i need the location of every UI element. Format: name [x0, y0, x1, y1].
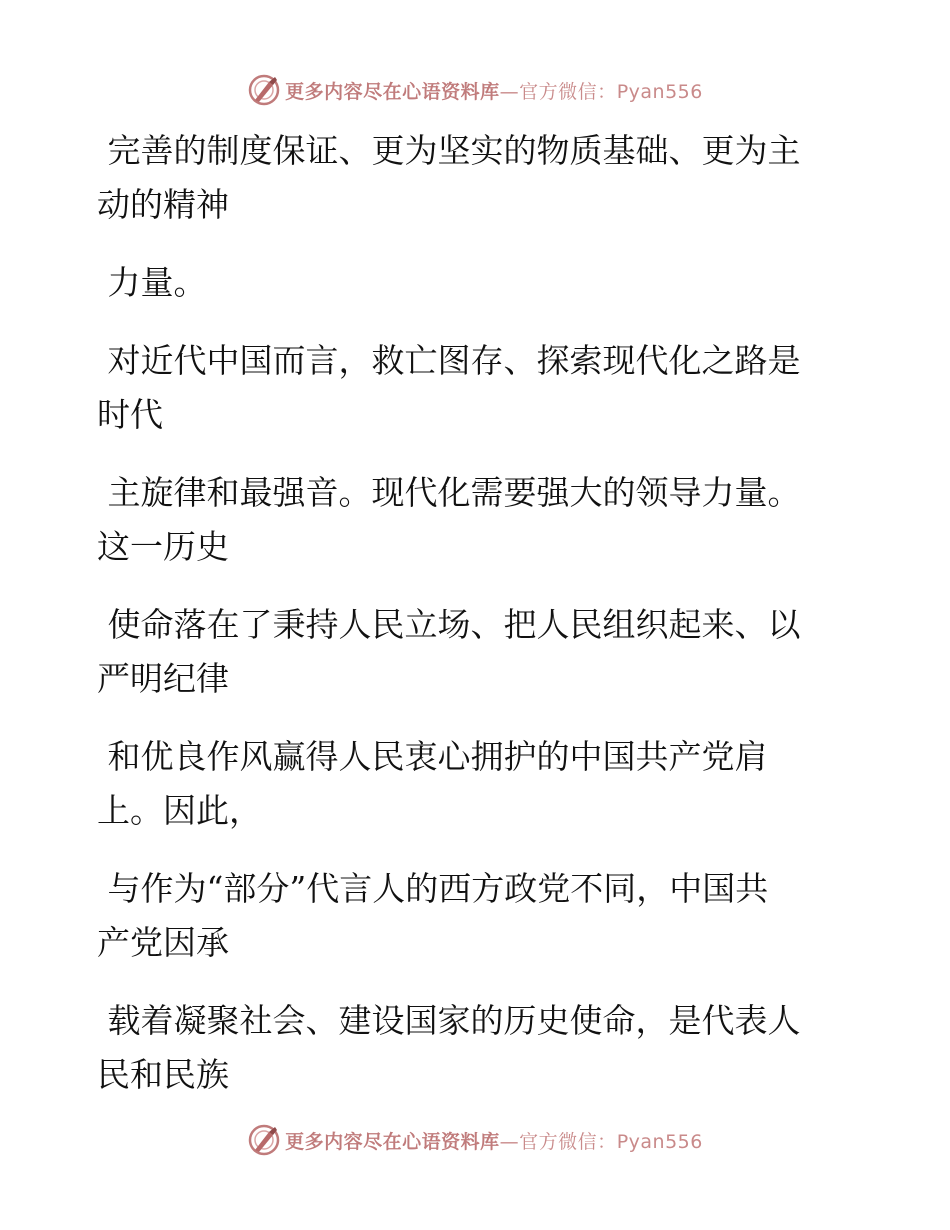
- paragraph-line: 民和民族: [97, 1055, 229, 1094]
- paragraph-line: 与作为“部分”代言人的西方政党不同，中国共: [97, 869, 769, 908]
- paragraph-line: 和优良作风赢得人民衷心拥护的中国共产党肩: [97, 737, 768, 776]
- paragraph-line: 完善的制度保证、更为坚实的物质基础、更为主: [97, 131, 801, 170]
- paragraph-line: 严明纪律: [97, 659, 229, 698]
- footer-watermark-text: 更多内容尽在心语资料库—官方微信：Pyan556: [285, 1130, 703, 1153]
- paragraph-line: 时代: [97, 395, 163, 434]
- paragraph-line: 主旋律和最强音。现代化需要强大的领导力量。: [97, 473, 801, 512]
- header-watermark-text: 更多内容尽在心语资料库—官方微信：Pyan556: [285, 80, 703, 103]
- document-body: [97, 124, 837, 1126]
- paragraph: [97, 862, 837, 970]
- paragraph: [97, 598, 837, 706]
- quill-pen-logo-icon: [247, 73, 281, 107]
- paragraph-line: 载着凝聚社会、建设国家的历史使命，是代表人: [97, 1001, 801, 1040]
- paragraph: [97, 466, 837, 574]
- paragraph: [97, 124, 837, 232]
- quill-pen-logo-icon: [247, 1123, 281, 1157]
- paragraph-line: 产党因承: [97, 923, 229, 962]
- paragraph: [97, 994, 837, 1102]
- paragraph-line: 力量。: [97, 263, 207, 302]
- paragraph: [97, 334, 837, 442]
- paragraph-line: 这一历史: [97, 527, 229, 566]
- header-watermark: [0, 70, 950, 110]
- paragraph-line: 使命落在了秉持人民立场、把人民组织起来、以: [97, 605, 801, 644]
- paragraph-line: 对近代中国而言，救亡图存、探索现代化之路是: [97, 341, 801, 380]
- paragraph: [97, 730, 837, 838]
- paragraph-line: 上。因此，: [97, 791, 262, 830]
- paragraph-line: 动的精神: [97, 185, 229, 224]
- footer-watermark: [0, 1120, 950, 1160]
- paragraph: [97, 256, 837, 310]
